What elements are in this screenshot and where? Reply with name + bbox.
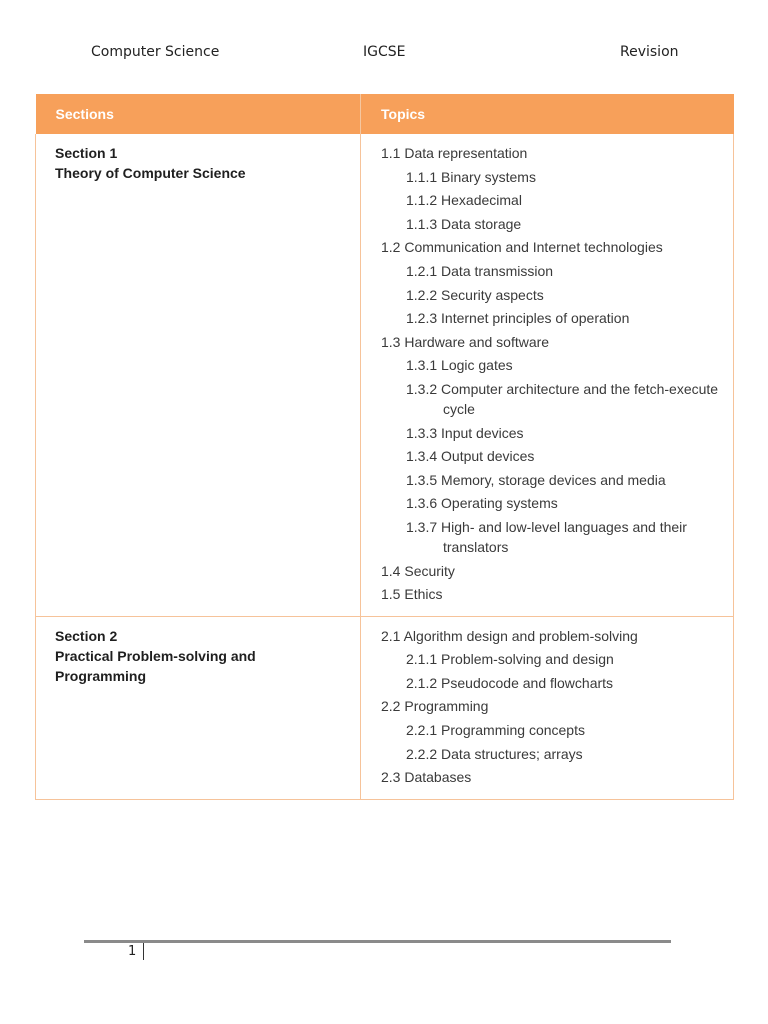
topic-item: 1.3 Hardware and software xyxy=(381,333,550,350)
subtopic-item: 1.1.2 Hexadecimal xyxy=(406,192,522,209)
subtopic-item: 1.1.1 Binary systems xyxy=(406,168,536,185)
topic-item: 1.4 Security xyxy=(381,562,455,579)
topic-item: 2.2 Programming xyxy=(381,698,489,715)
topics-cell xyxy=(361,616,734,799)
table-row xyxy=(36,616,734,799)
section-cell xyxy=(36,616,361,799)
topics-cell xyxy=(361,134,734,616)
column-header-sections: Sections xyxy=(36,94,361,134)
topic-item: 2.3 Databases xyxy=(381,769,472,786)
topic-item: 1.1 Data representation xyxy=(381,145,528,161)
topic-item: 1.2 Communication and Internet technologies xyxy=(381,239,663,256)
subtopic-item: 1.3.2 Computer architecture and the fetch-execute cycle xyxy=(406,380,719,417)
subtopic-item: 1.3.4 Output devices xyxy=(406,448,535,465)
subtopic-item: 1.2.3 Internet principles of operation xyxy=(406,310,630,327)
page-number-bar xyxy=(143,943,144,960)
footer-divider xyxy=(84,940,671,943)
table-body xyxy=(36,134,734,799)
subtopic-item: 1.1.3 Data storage xyxy=(406,215,522,232)
subtopic-item: 1.3.6 Operating systems xyxy=(406,495,558,512)
subtopic-item: 1.2.2 Security aspects xyxy=(406,286,544,303)
syllabus-table xyxy=(35,94,734,800)
subtopic-item: 1.2.1 Data transmission xyxy=(406,262,554,279)
header-purpose: Revision xyxy=(620,44,679,60)
page-header xyxy=(0,44,768,64)
topic-item: 1.5 Ethics xyxy=(381,586,443,603)
subtopic-item: 1.3.3 Input devices xyxy=(406,424,524,441)
subtopic-item: 1.3.5 Memory, storage devices and media xyxy=(406,471,666,488)
section-title: Practical Problem-solving and Programming xyxy=(55,647,256,684)
section-title: Theory of Computer Science xyxy=(55,165,246,181)
subtopic-item: 1.3.7 High- and low-level languages and their translators xyxy=(406,518,687,555)
topic-item: 2.1 Algorithm design and problem-solving xyxy=(381,627,638,644)
header-level: IGCSE xyxy=(363,44,406,60)
section-number: Section 2 xyxy=(55,627,118,644)
subtopic-item: 1.3.1 Logic gates xyxy=(406,357,513,374)
table-row xyxy=(36,134,734,616)
section-cell xyxy=(36,134,361,616)
subtopic-item: 2.1.1 Problem-solving and design xyxy=(406,651,614,668)
subtopic-item: 2.1.2 Pseudocode and flowcharts xyxy=(406,674,614,691)
syllabus-table-container xyxy=(35,94,733,800)
table-header-row xyxy=(36,94,734,134)
subtopic-item: 2.2.1 Programming concepts xyxy=(406,722,585,739)
section-number: Section 1 xyxy=(55,145,118,161)
subtopic-item: 2.2.2 Data structures; arrays xyxy=(406,745,583,762)
header-subject: Computer Science xyxy=(91,44,220,60)
page-number: 1 xyxy=(128,944,137,959)
column-header-topics: Topics xyxy=(361,94,734,134)
